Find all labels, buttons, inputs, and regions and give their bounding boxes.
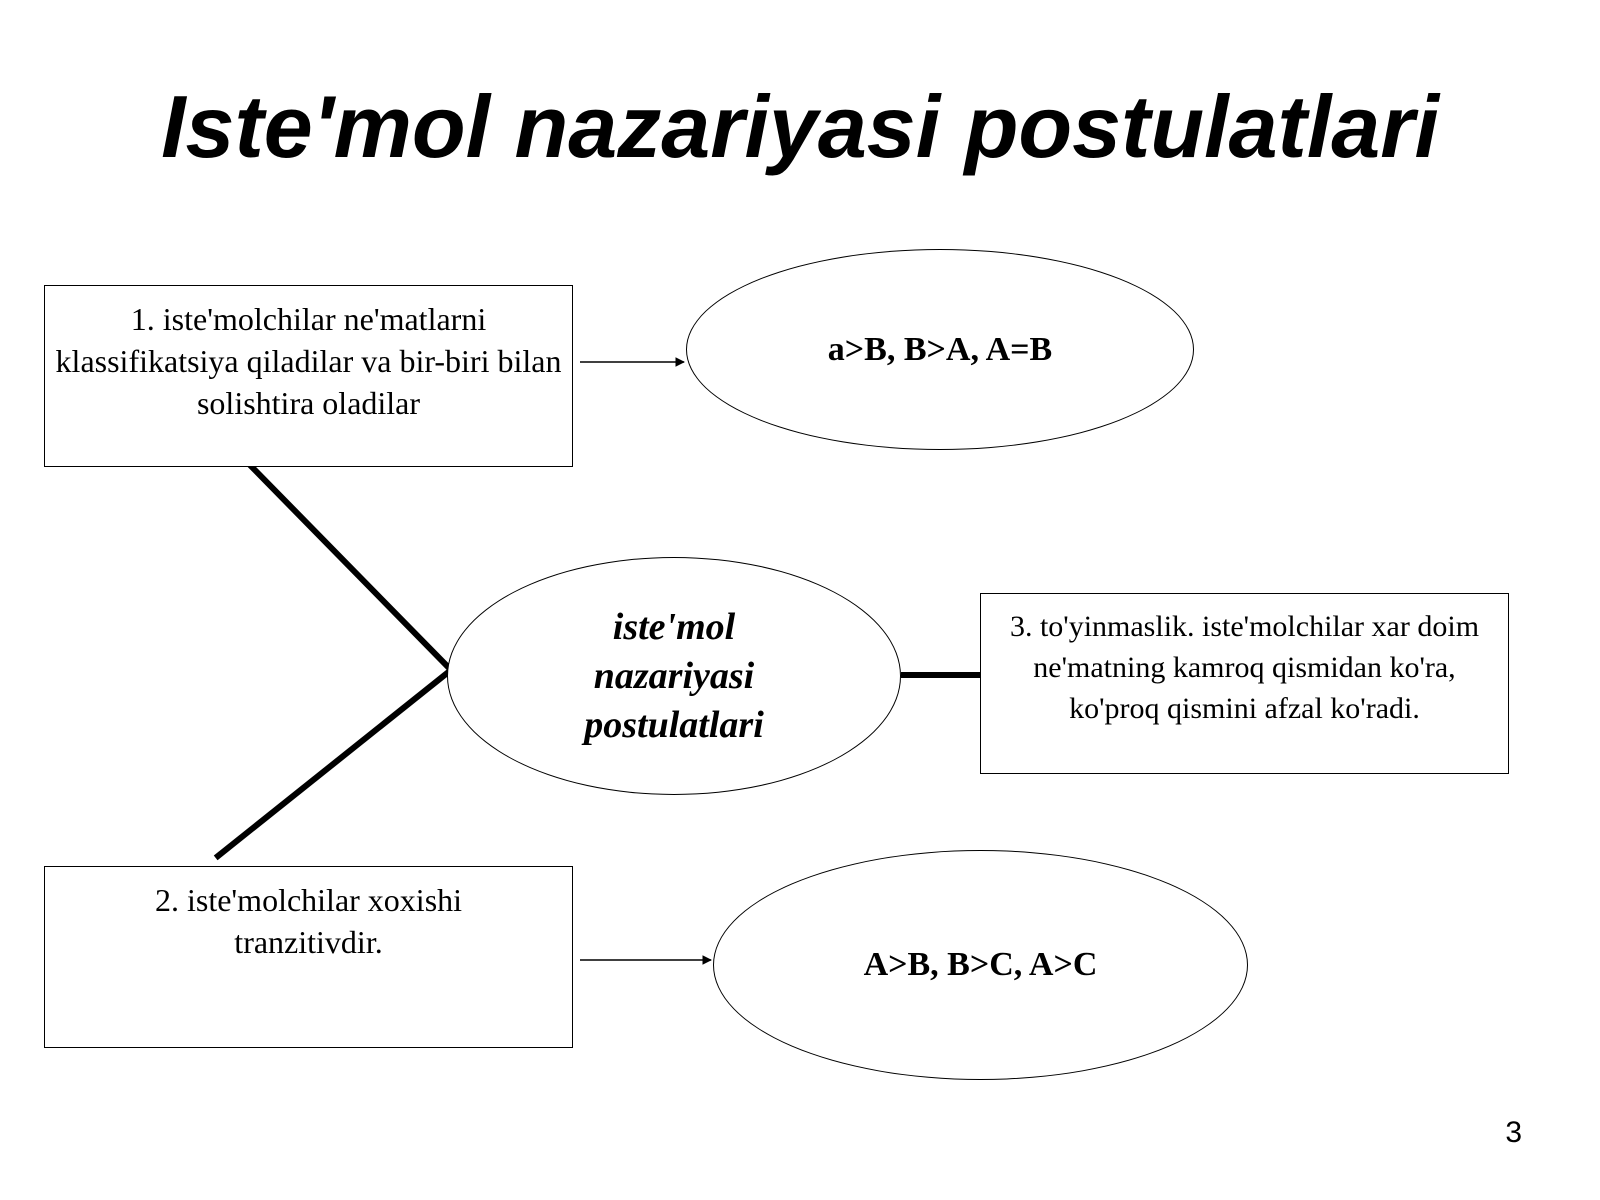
postulate-2-box: 2. iste'molchilar xoxishi tranzitivdir. [44, 866, 573, 1048]
postulate-1-box: 1. iste'molchilar ne'matlarni klassifikatsiya qiladilar va bir-biri bilan solishtira oladilar [44, 285, 573, 467]
page-number: 3 [1505, 1116, 1522, 1149]
connector-center-to-box-1 [248, 463, 451, 670]
postulate-2-example-label: A>B, B>C, A>C [863, 946, 1098, 983]
slide-title: Iste'mol nazariyasi postulatlari [161, 77, 1439, 176]
postulate-1-example-oval [686, 249, 1194, 450]
postulate-2-example-oval [713, 850, 1248, 1080]
postulate-3-box: 3. to'yinmaslik. iste'molchilar xar doim ne'matning kamroq qismidan ko'ra, ko'proq qismini afzal ko'radi. [980, 593, 1509, 774]
connector-center-to-box-2 [218, 670, 451, 856]
postulate-1-example-label: a>B, B>A, A=B [827, 330, 1053, 368]
central-concept-label: iste'mol nazariyasi postulatlari [584, 605, 764, 746]
central-concept-oval [447, 557, 901, 795]
